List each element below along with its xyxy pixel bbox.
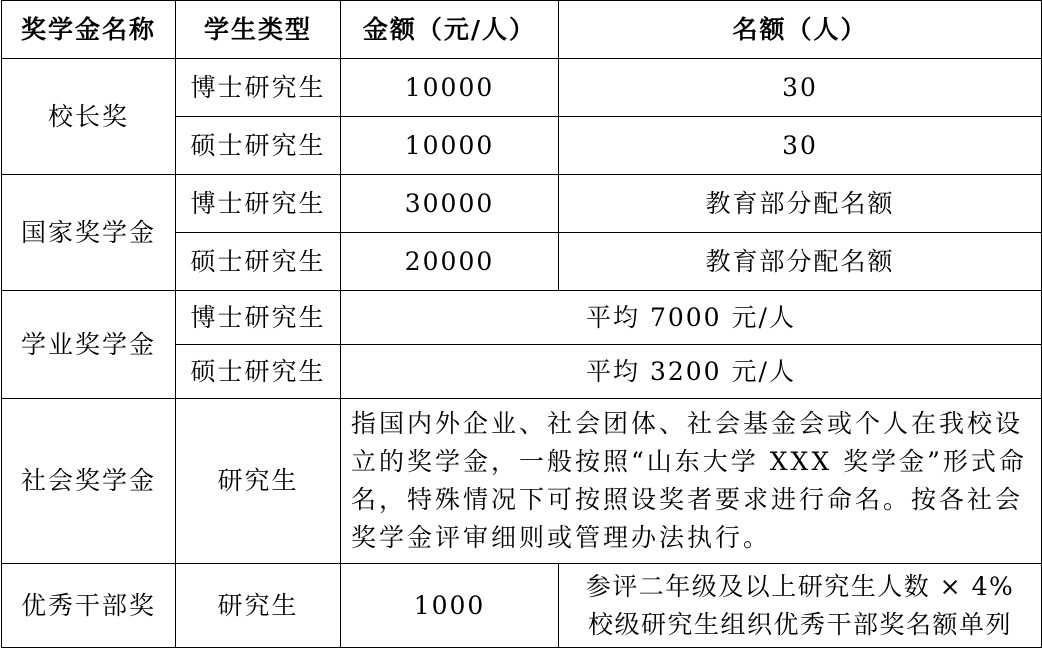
table-row xyxy=(2,291,1042,345)
quota-cell: 教育部分配名额 xyxy=(559,175,1042,233)
quota-line: 校级研究生组织优秀干部奖名额单列 xyxy=(587,609,1012,639)
student-type: 博士研究生 xyxy=(176,59,341,117)
header-row xyxy=(2,1,1042,59)
quota-cell: 教育部分配名额 xyxy=(559,233,1042,291)
header-name: 奖学金名称 xyxy=(2,1,176,59)
student-type: 硕士研究生 xyxy=(176,233,341,291)
quota-cell: 30 xyxy=(559,59,1042,117)
header-quota: 名额（人） xyxy=(559,1,1042,59)
description-cell: 指国内外企业、社会团体、社会基金会或个人在我校设立的奖学金，一般按照“山东大学 XXX 奖学金”形式命名，特殊情况下可按照设奖者要求进行命名。按各社会奖学金评审细则或管理办法执行。 xyxy=(341,399,1042,564)
amount-cell: 10000 xyxy=(341,59,559,117)
scholarship-name: 学业奖学金 xyxy=(2,291,176,399)
table-row xyxy=(2,399,1042,564)
scholarship-name: 优秀干部奖 xyxy=(2,564,176,648)
amount-cell: 1000 xyxy=(341,564,559,648)
scholarship-table xyxy=(1,0,1042,648)
average-amount-cell: 平均 7000 元/人 xyxy=(341,291,1042,345)
student-type: 研究生 xyxy=(176,564,341,648)
student-type: 博士研究生 xyxy=(176,175,341,233)
amount-cell: 30000 xyxy=(341,175,559,233)
table-row xyxy=(2,59,1042,117)
amount-cell: 20000 xyxy=(341,233,559,291)
table-row xyxy=(2,564,1042,648)
student-type: 研究生 xyxy=(176,399,341,564)
header-type: 学生类型 xyxy=(176,1,341,59)
scholarship-name: 社会奖学金 xyxy=(2,399,176,564)
student-type: 硕士研究生 xyxy=(176,117,341,175)
student-type: 博士研究生 xyxy=(176,291,341,345)
scholarship-name: 国家奖学金 xyxy=(2,175,176,291)
quota-cell: 30 xyxy=(559,117,1042,175)
student-type: 硕士研究生 xyxy=(176,345,341,399)
average-amount-cell: 平均 3200 元/人 xyxy=(341,345,1042,399)
quota-line: 参评二年级及以上研究生人数 × 4% xyxy=(585,571,1015,601)
scholarship-name: 校长奖 xyxy=(2,59,176,175)
header-amount: 金额（元/人） xyxy=(341,1,559,59)
amount-cell: 10000 xyxy=(341,117,559,175)
quota-cell xyxy=(559,564,1042,648)
table-row xyxy=(2,175,1042,233)
